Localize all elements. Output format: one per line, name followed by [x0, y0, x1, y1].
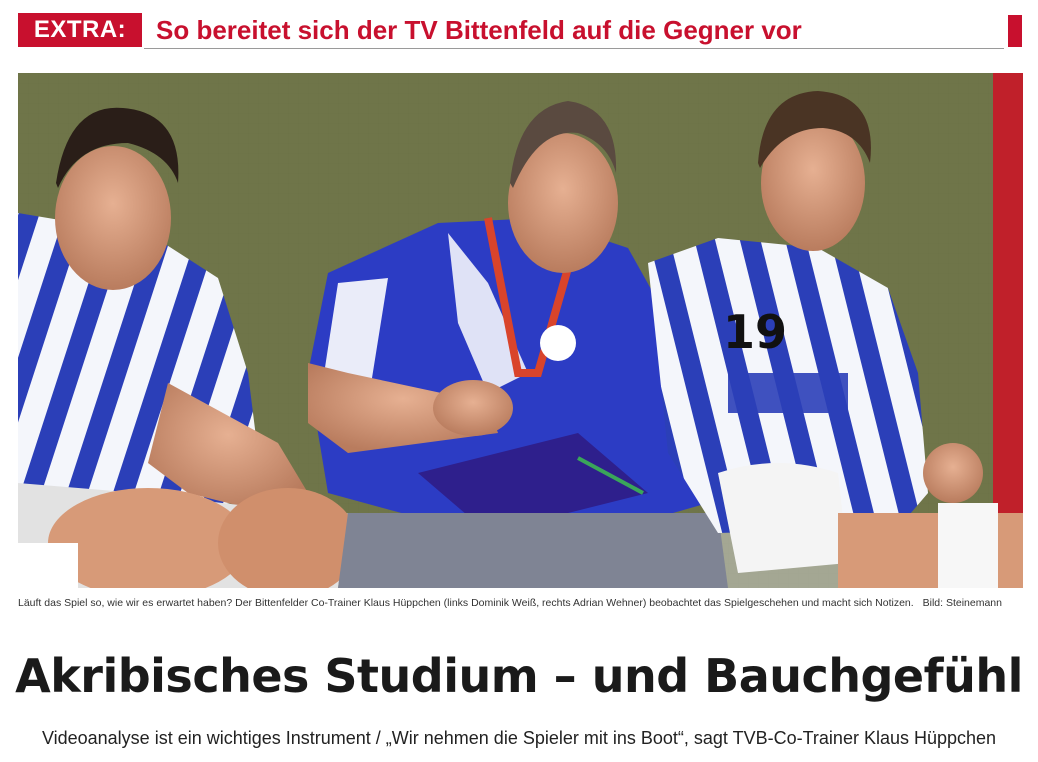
- section-header: [14, 13, 1024, 49]
- header-endcap: [1008, 15, 1022, 47]
- photo-credit: Bild: Steinemann: [922, 597, 1002, 609]
- caption-text: Läuft das Spiel so, wie wir es erwartet haben? Der Bittenfelder Co-Trainer Klaus Hüppchen (links Dominik Weiß, rechts Adrian Wehner) beobachtet das Spielgeschehen und macht sich Notizen.: [18, 597, 914, 609]
- extra-tag: EXTRA:: [18, 13, 142, 47]
- article-photo: [18, 73, 1023, 588]
- header-divider: [144, 48, 1004, 49]
- section-title: So bereitet sich der TV Bittenfeld auf die Gegner vor: [156, 15, 802, 45]
- photo-caption: [18, 597, 1023, 609]
- article-subheadline: Videoanalyse ist ein wichtiges Instrument / „Wir nehmen die Spieler mit ins Boot“, sagt TVB-Co-Trainer Klaus Hüppchen: [41, 728, 997, 748]
- jersey-number: 19: [723, 305, 788, 359]
- towel: [718, 463, 848, 573]
- article-headline: Akribisches Studium – und Bauchgefühl: [15, 649, 1023, 703]
